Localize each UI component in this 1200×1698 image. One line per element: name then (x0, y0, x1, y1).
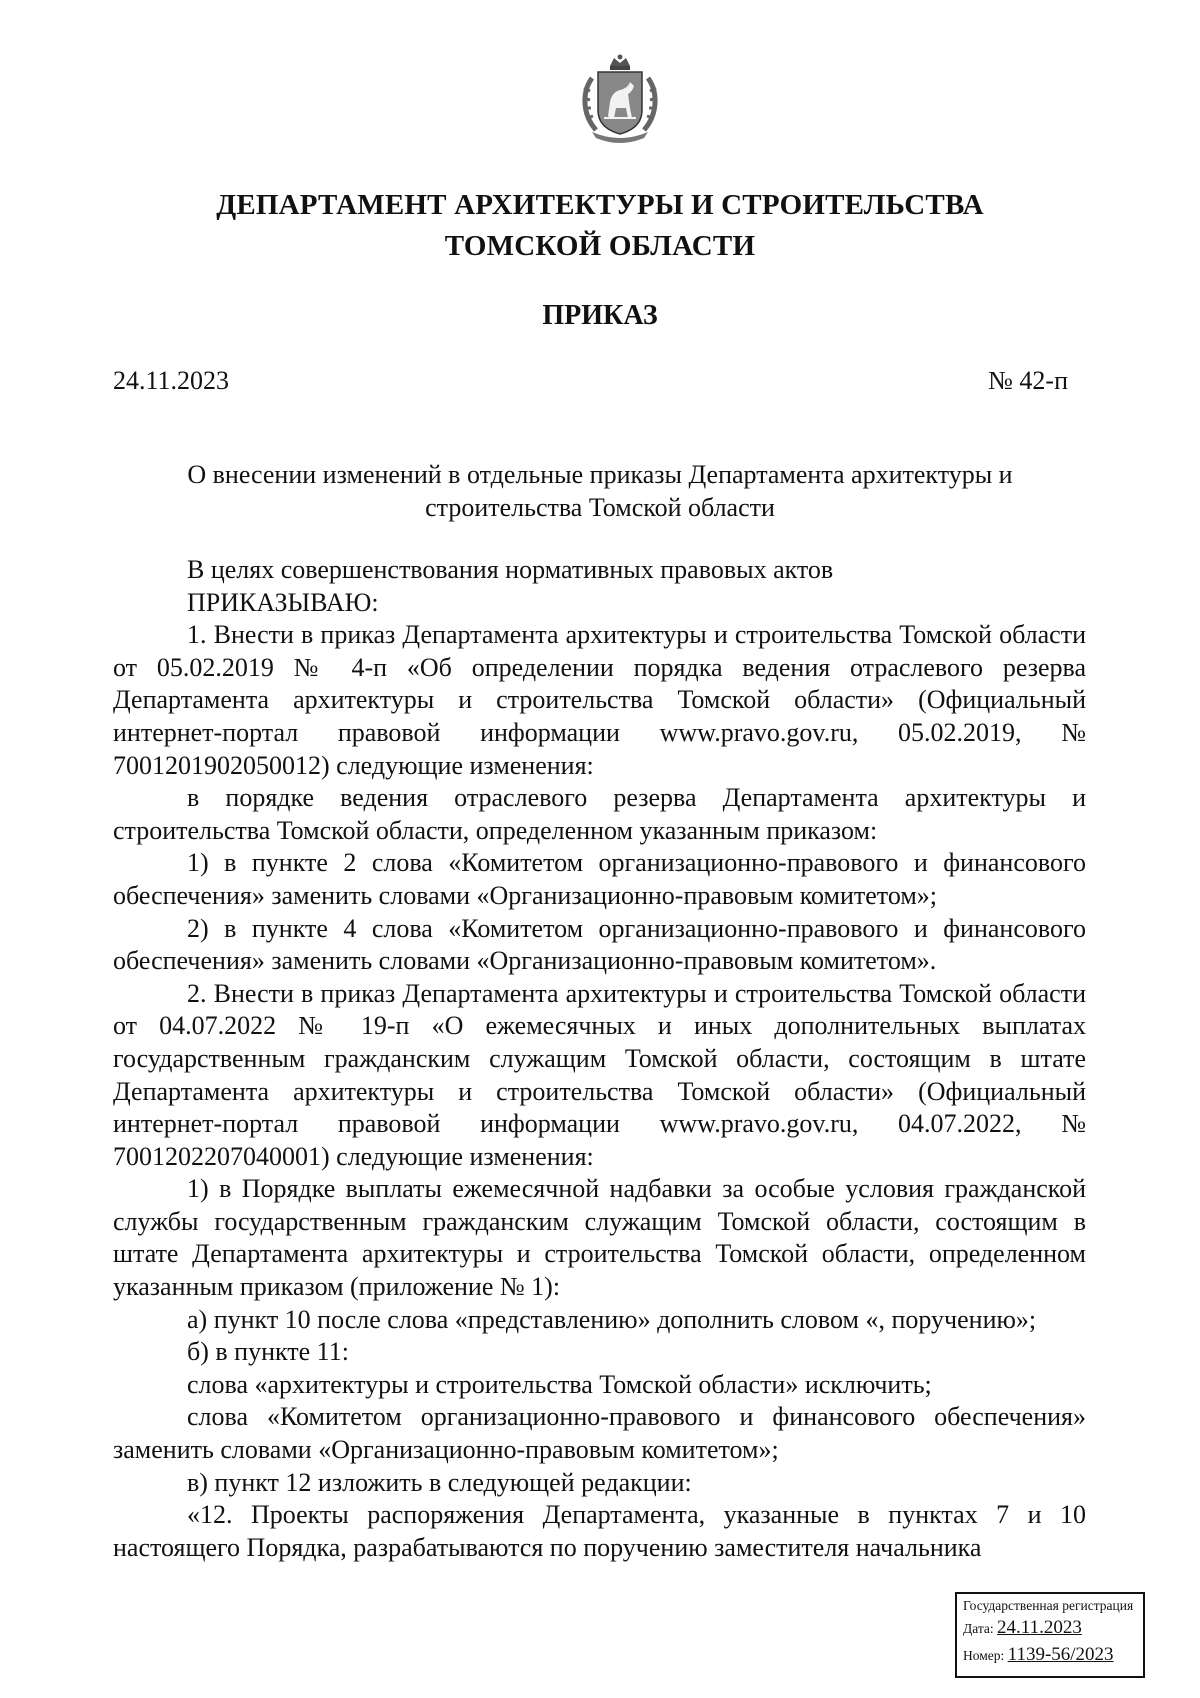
body-paragraph: «12. Проекты распоряжения Департамента, указанные в пунктах 7 и 10 настоящего Порядка, разрабатываются по поручению заместителя начальника (113, 1500, 1086, 1562)
body-paragraph: 1. Внести в приказ Департамента архитектуры и строительства Томской области от 05.02.2019 № 4-п «Об определении порядка ведения отраслевого резерва Департамента архитектуры и строительства Томской области» (Официальный интернет-портал правовой информации www.pravo.gov.ru, 05.02.2019, № 7001201902050012) следующие изменения: (113, 620, 1086, 780)
body-paragraph: 1) в пункте 2 слова «Комитетом организационно-правового и финансового обеспечения» заменить словами «Организационно-правовым комитетом»; (113, 848, 1086, 910)
body-paragraph: ПРИКАЗЫВАЮ: (187, 587, 379, 617)
registration-number-label: Номер: (963, 1648, 1005, 1663)
document-subject (170, 458, 1030, 524)
body-paragraph: В целях совершенствования нормативных правовых актов (187, 555, 834, 584)
body-paragraph: 2. Внести в приказ Департамента архитектуры и строительства Томской области от 04.07.2022 № 19-п «О ежемесячных и иных дополнительных выплатах государственным гражданским служащим Томской области, состоящим в штате Департамента архитектуры и строительства Томской области» (Официальный интернет-портал правовой информации www.pravo.gov.ru, 04.07.2022, № 7001202207040001) следующие изменения: (113, 978, 1086, 1171)
body-paragraph: слова «Комитетом организационно-правового и финансового обеспечения» заменить словами «Организационно-правовым комитетом»; (113, 1402, 1086, 1465)
document-type: ПРИКАЗ (542, 300, 658, 331)
org-name-line-2: ТОМСКОЙ ОБЛАСТИ (444, 230, 756, 262)
coat-of-arms-icon (574, 52, 666, 146)
registration-title: Государственная регистрация (963, 1598, 1134, 1613)
registration-stamp (955, 1592, 1145, 1678)
body-paragraph: в) пункт 12 изложить в следующей редакции: (187, 1467, 692, 1497)
document-number: № 42-п (988, 366, 1068, 395)
registration-date-label: Дата: (963, 1621, 994, 1636)
subject-line-2: строительства Томской области (425, 493, 775, 522)
body-paragraph: 2) в пункте 4 слова «Комитетом организационно-правового и финансового обеспечения» заменить словами «Организационно-правовым комитетом». (113, 913, 1086, 976)
registration-number-row (963, 1642, 1137, 1669)
registration-date-value: 24.11.2023 (997, 1617, 1082, 1638)
document-body (113, 554, 1086, 1564)
body-paragraph: 1) в Порядке выплаты ежемесячной надбавки за особые условия гражданской службы государственным гражданским служащим Томской области, состоящим в штате Департамента архитектуры и строительства Томской области, определенном указанным приказом (приложение № 1): (113, 1174, 1086, 1302)
body-paragraph: б) в пункте 11: (187, 1337, 349, 1367)
body-paragraph: в порядке ведения отраслевого резерва Департамента архитектуры и строительства Томской области, определенном указанным приказом: (113, 783, 1086, 845)
body-paragraph: слова «архитектуры и строительства Томской области» исключить; (187, 1369, 932, 1399)
organization-name (0, 185, 1200, 267)
registration-date-row (963, 1615, 1137, 1642)
body-paragraph: а) пункт 10 после слова «представлению» дополнить словом «, поручению»; (187, 1304, 1037, 1334)
document-date: 24.11.2023 (113, 366, 230, 395)
org-name-line-1: ДЕПАРТАМЕНТ АРХИТЕКТУРЫ И СТРОИТЕЛЬСТВА (216, 189, 984, 221)
subject-line-1: О внесении изменений в отдельные приказы Департамента архитектуры и (187, 460, 1013, 489)
registration-number-value: 1139-56/2023 (1007, 1644, 1114, 1665)
